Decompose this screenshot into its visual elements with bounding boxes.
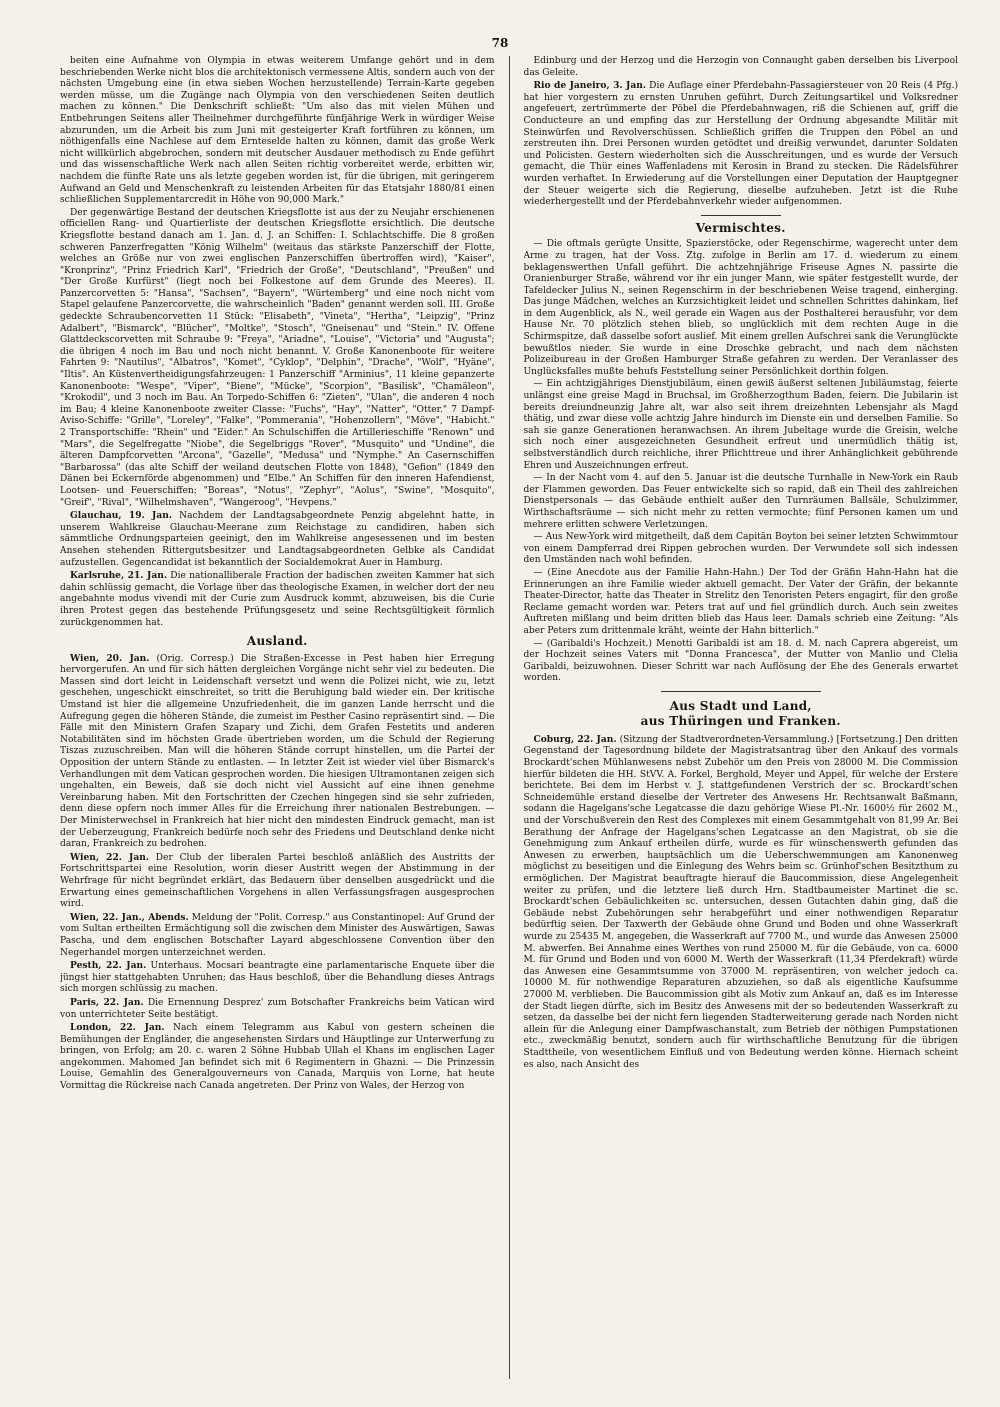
dateline: Paris, 22. Jan. [70,996,144,1008]
article-text: beiten eine Aufnahme von Olympia in etwas weiterem Umfange gehört und in dem beschriebenden Werke nicht blos die architektonisch vermessene Altis, sondern auch von der nächsten Umgebung eine (in etwa sieben Wochen herzustellende) Terrain-Karte gegeben werden müsse, um die Zugänge nach Olympia von den verschiedenen Seiten deutlich machen zu können." Die Denkschrift schließt: "Um also das mit vielen Mühen und Entbehrungen Seitens aller Theilnehmer durchgeführte fünfjährige Werk in würdiger Weise abzurunden, um die Arbeit bis zum Juni mit gesteigerter Kraft fortführen zu können, um nöthigenfalls eine Nachlese auf dem Ernteselde halten zu können, damit das große Werk nicht willkürlich abgebrochen, sondern mit deutscher Ausdauer methodisch zu Ende geführt und das wissenschaftliche Werk nach allen Seiten richtig vorbereitet werde, erbitten wir, nachdem die fünfte Rate uns als letzte gegeben worden ist, für die übrigen, mit geringerem Aufwand an Geld und Menschenkraft zu leistenden Arbeiten für das Etatsjahr 1880/81 einen schließlichen Supplementarcredit in Höhe von 90,000 Mark." [60,56,495,206]
dateline: Pesth, 22. Jan. [70,960,147,972]
vermischtes-articles [524,239,959,685]
article-text: — Die oftmals gerügte Unsitte, Spazierstöcke, oder Regenschirme, wagerecht unter dem Arme zu tragen, hat der Voss. Ztg. zufolge in Berlin am 17. d. wiederum zu einem beklagenswerthen Unfall geführt. Die achtzehnjährige Friseuse Agnes N. passirte die Oranienburger Straße, während vor ihr ein junger Mann, wie später festgestellt wurde, der Tafeldecker Julius N., seinen Regenschirm in der beschriebenen Weise tragend, einherging. Das junge Mädchen, welches an Kurzsichtigkeit leidet und schnellen Schrittes dahinkam, lief in dem Augenblick, als N., weil gerade ein Wagen aus der Posthalterei herausfuhr, vor dem Hause Nr. 70 plötzlich stehen blieb, so unglücklich mit dem rechten Auge in die Schirmspitze, daß dasselbe sofort auslief. Mit einem grellen Aufschrei sank die Verunglückte bewußtlos nieder. Sie wurde in eine Droschke gebracht, und nach dem nächsten Polizeibureau in der Großen Hamburger Straße gefahren zu werden. Der Veranlasser des Unglücksfalles mußte behufs Feststellung seiner Persönlichkeit dorthin folgen. [523,239,958,377]
column-divider [509,56,510,1379]
ausland-heading: Ausland. [246,634,308,649]
dateline: Wien, 22. Jan., Abends. [70,911,189,923]
local-heading-line-2: aus Thüringen und Franken. [640,713,841,728]
article-text: Meldung der "Polit. Corresp." aus Constantinopel: Auf Grund der vom Sultan ertheilten Ermächtigung soll die zwischen dem Minister des Auswärtigen, Sawas Pascha, und dem englischen Botschafter Layard abgeschlossene Convention über den Negerhandel morgen unterzeichnet werden. [60,912,495,958]
dateline: Glauchau, 19. Jan. [70,510,173,522]
local-news-heading [524,699,959,729]
dateline: Rio de Janeiro, 3. Jan. [533,80,646,92]
article-text: Die nationalliberale Fraction der badischen zweiten Kammer hat sich dahin schlüssig gemacht, die Vorlage über das theologische Examen, in welcher dort der neu angebahnte modus vivendi mit der Curie zum Ausdruck kommt, abzuweisen, bis die Curie ihren Protest gegen das bestehende Prüfungsgesetz und seine Rechtsgültigkeit förmlich zurückgenommen hat. [60,571,495,628]
page-number: 78 [491,36,509,50]
article-paragraph [60,510,495,569]
article-text: — (Eine Anecdote aus der Familie Hahn-Hahn.) Der Tod der Gräfin Hahn-Hahn hat die Erinnerungen an ihre Familie wieder aktuell gemacht. Der Vater der Gräfin, der bekannte Theater-Director, hatte das Theater in Strelitz den Tenoristen Peters engagirt, für den große Reclame gemacht worden war. Peters trat auf und fiel gründlich durch. Auch sein zweites Auftreten mißlang und beim dritten blieb das Haus leer. Damals schrieb eine Zeitung: "Als aber Peters zum drittenmale kräht, weinte der Hahn bitterlich." [523,567,958,636]
article-paragraph [60,912,495,959]
left-column-articles [60,56,495,629]
article-text: Nach einem Telegramm aus Kabul von gestern scheinen die Bemühungen der Engländer, die angesehensten Sirdars und Häuptlinge zur Unterwerfung zu bringen, von Erfolg; am 20. c. waren 2 Söhne Hubbab Ullah el Khans im englischen Lager angekommen. Mahomed Jan befindet sich mit 6 Regimentern in Ghazni. — Die Prinzessin Louise, Gemahlin des Generalgouverneurs von Canada, Marquis von Lorne, hat heute Vormittag die Rückreise nach Canada angetreten. Der Prinz von Wales, der Herzog von [60,1023,495,1092]
dateline: Karlsruhe, 21. Jan. [70,570,168,582]
ausland-articles [60,653,495,1093]
article-paragraph [524,639,959,685]
article-paragraph [524,473,959,531]
article-text: Nachdem der Landtagsabgeordnete Penzig abgelehnt hatte, in unserem Wahlkreise Glauchau-Meerane zum Reichstage zu candidiren, haben sich sämmtliche Ordnungsparteien geeinigt, den im Wahlkreise angesessenen und im besten Ansehen stehenden Rittergutsbesitzer und Landtagsabgeordneten Gelbke als Candidat aufzustellen. Gegencandidat ist bekanntlich der Socialdemokrat Auer in Hamburg. [60,511,495,568]
article-paragraph [60,960,495,996]
article-text: (Sitzung der Stadtverordneten-Versammlung.) [Fortsetzung.] Den dritten Gegenstand der Tagesordnung bildete der Magistratsantrag über den Ankauf des vormals Brockardt'schen Mühlanwesens nebst Zubehör um den Preis von 28000 M. Die Commission hierfür bildeten die HH. StVV. A. Forkel, Berghold, Meyer und Appel, für welche der Erstere berichtete. Bei dem im Herbst v. J. stattgefundenen Verstrich der sc. Brockardt'schen Schneidemühle erstand dieselbe der Vertreter des Anwesens Hr. Rechtsanwalt Baßmann, sodann die Hagelgans'sche Legatcasse die dazu gehörige Wiese Pl.-Nr. 1600½ für 2602 M., und der Vorschußverein den Rest des Complexes mit einem Gesammtgehalt von 81,99 Ar. Bei Berathung der Anfrage der Hagelgans'schen Legatcasse an den Magistrat, ob sie die Genehmigung zum Ankauf ertheilen dürfe, wurde es für wünschenswerth gefunden das Anwesen zu erwerben, hauptsächlich um die Ueberschwemmungen am Kanonenweg möglichst zu beseitigen und die Einlegung des Wehrs beim sc. Grünhof'schen Besitzthum zu ermöglichen. Der Magistrat beauftragte hierauf die Baucommission, diese Angelegenheit weiter zu prüfen, und die letztere ließ durch Hrn. Stadtbaumeister Martinet die sc. Brockardt'schen Gebäulichkeiten sc. untersuchen, dessen Gutachten dahin ging, daß die Gebäude nebst Zubehörungen sehr herabgeführt und einer nothwendigen Reparatur bedürftig seien. Der Taxwerth der Gebäude ohne Grund und Boden und ohne Wasserkraft wurde zu 25435 M. angegeben, die Wasserkraft auf 7700 M., und wurde das Anwesen 25000 M. abwerfen. Bei Annahme eines Werthes von rund 25000 M. für die Gebäude, von ca. 6000 M. für Grund und Boden und von 6000 M. Werth der Wasserkraft (11,34 Pferdekraft) würde das Anwesen eine Gesammtsumme von 37000 M. repräsentiren, von welcher jedoch ca. 10000 M. für nothwendige Reparaturen abzuziehen, so daß als eigentliche Kaufsumme 27000 M. verblieben. Die Baucommission gibt als Motiv zum Ankauf an, daß es im Interesse der Stadt liegen dürfte, sich im Besitz des Anwesens mit der so bedeutenden Wasserkraft zu setzen, da dasselbe bei der nicht fern liegenden Stadterweiterung gerade nach Norden nicht allein für die Anlegung einer Dampfwaschanstalt, zum Betrieb der nöthigen Pumpstationen etc., zweckmäßig benutzt, sondern auch für wirthschaftliche Benutzung für die übrigen Stadttheile, von wesentlichem Einfluß und von Bedeutung werden könne. Hiernach scheint es also, nach Ansicht des [523,734,958,1070]
article-paragraph [524,379,959,472]
article-text: Unterhaus. Mocsari beantragte eine parlamentarische Enquete über die jüngst hier stattgehabten Unruhen; das Haus beschloß, über die Behandlung dieses Antrags sich morgen schlüssig zu machen. [60,961,495,995]
article-paragraph [524,239,959,378]
section-rule [701,215,781,216]
article-paragraph [60,56,495,207]
right-column [524,56,959,1379]
article-paragraph [524,532,959,567]
vermischtes-heading: Vermischtes. [695,220,786,235]
article-paragraph [60,1022,495,1093]
article-paragraph [524,80,959,209]
local-news-articles [524,734,959,1071]
article-text: Der Club der liberalen Partei beschloß anläßlich des Austritts der Fortschrittspartei eine Resolution, worin dieser Austritt wegen der Abstimmung in der Wehrfrage für nicht begründet erklärt, das Bedauern über denselben ausgedrückt und die Erwartung eines gemeinschaftlichen Vorgehens in allen Verfassungsfragen ausgesprochen wird. [60,852,495,910]
article-paragraph [524,734,959,1071]
article-text: Die Auflage einer Pferdebahn-Passagiersteuer von 20 Reis (4 Pfg.) hat hier vorgestern zu ernsten Unruhen geführt. Durch Zeitungsartikel und Volksredner angefeuert, zertrümmerte der Pöbel die Pferdebahnwagen, riß die Schienen auf, griff die Conducteure an und empfing das zur Herstellung der Ordnung abgesandte Militär mit Steinwürfen und Revolverschüssen. Schließlich griffen die Truppen den Pöbel an und zerstreuten ihn. Drei Personen wurden getödtet und dreißig verwundet, darunter Soldaten und Policisten. Gestern wiederholten sich die Ausschreitungen, und es wurde der Versuch gemacht, die Thür eines Waffenladens mit Kerosin in Brand zu stecken. Die Rädelsführer wurden verhaftet. In Erwiederung auf die Vorstellungen einer Deputation der Hauptgegner der Steuer weigerte sich die Regierung, dieselbe aufzuheben. Jetzt ist die Ruhe wiederhergestellt und der Pferdebahnverkehr wieder aufgenommen. [523,81,958,208]
dateline: Coburg, 22. Jan. [533,733,617,745]
dateline: Wien, 22. Jan. [70,851,149,863]
article-text: — (Garibaldi's Hochzeit.) Menotti Garibaldi ist am 18. d. M. nach Caprera abgereist, um der Hochzeit seines Vaters mit "Donna Francesca", der Mutter von Manlio und Clelia Garibaldi, beizuwohnen. Dieser Schritt war nach Auflösung der Ehe des Generals erwartet worden. [523,638,958,684]
columns [60,56,958,1379]
article-text: Der gegenwärtige Bestand der deutschen Kriegsflotte ist aus der zu Neujahr erschienenen officiellen Rang- und Quartierliste der deutschen Kriegsflotte ersichtlich. Die deutsche Kriegsflotte bestand danach am 1. Jan. d. J. an Schiffen: I. Schlachtschiffe. Die 8 großen schweren Panzerfregatten "König Wilhelm" (weitaus das stärkste Panzerschiff der Flotte, welches an Größe nur von zwei englischen Panzerschiffen übertroffen wird), "Kaiser", "Kronprinz", "Prinz Friedrich Karl", "Friedrich der Große", "Deutschland", "Preußen" und "Der Große Kurfürst" (liegt noch bei Folkestone auf dem Grunde des Meeres). II. Panzercorvetten 5: "Hansa", "Sachsen", "Bayern", "Würtemberg" und eine noch nicht vom Stapel gelaufene Panzercorvette, die wahrscheinlich "Baden" genannt werden soll. III. Große gedeckte Schraubencorvetten 11 Stück: "Elisabeth", "Vineta", "Hertha", "Leipzig", "Prinz Adalbert", "Bismarck", "Blücher", "Moltke", "Stosch", "Gneisenau" und "Stein." IV. Offene Glattdeckscorvetten mit Schraube 9: "Freya", "Ariadne", "Louise", "Victoria" und "Augusta"; die übrigen 4 noch im Bau und noch nicht benannt. V. Große Kanonenboote für weitere Fahrten 9: "Nautilus", "Albatros", "Komet", "Cyklop", "Delphin", "Drache", "Wolf", "Hyäne", "Iltis". An Küstenvertheidigungsfahrzeugen: 1 Panzerschiff "Arminius", 11 kleine gepanzerte Kanonenboote: "Wespe", "Viper", "Biene", "Mücke", "Scorpion", "Basilisk", "Chamäleon", "Krokodil", und 3 noch im Bau. An Torpedo-Schiffen 6: "Zieten", "Ulan", die anderen 4 noch im Bau; 4 kleine Kanonenboote zweiter Classe: "Fuchs", "Hay", "Natter", "Otter." 7 Dampf-Aviso-Schiffe: "Grille", "Loreley", "Falke", "Pommerania", "Hohenzollern", "Möve", "Habicht." 2 Transportschiffe: "Rhein" und "Eider." An Schulschiffen die Artillerieschiffe "Renown" und "Mars", die Segelfregatte "Niobe", die Segelbriggs "Rover", "Musquito" und "Undine", die älteren Dampfcorvetten "Arcona", "Gazelle", "Medusa" und "Nymphe." An Casernschiffen "Barbarossa" (das alte Schiff der weiland deutschen Flotte von 1848), "Gefion" (1849 den Dänen bei Eckernförde abgenommen) und "Elbe." An Schiffen für den inneren Hafendienst, Lootsen- und Feuerschiffen: "Boreas", "Notus", "Zephyr", "Aolus", "Swine", "Mosquito", "Greif", "Rival", "Wilhelmshaven", "Wangeroog", "Hevpens." [60,207,495,508]
article-text: Edinburg und der Herzog und die Herzogin von Connaught gaben derselben bis Liverpool das Geleite. [523,56,958,78]
article-paragraph [60,208,495,509]
article-text: (Orig. Corresp.) Die Straßen-Excesse in Pest haben hier Erregung hervorgerufen. An und für sich hätten dergleichen Vorgänge nicht sehr viel zu bedeuten. Die Massen sind dort leicht in Leidenschaft versetzt und wenn die Polizei nicht, wie zu, letzt geschehen, ungeschickt einschreitet, so tritt die Beruhigung bald wieder ein. Der kritische Umstand ist hier die allgemeine Unzufriedenheit, die im ganzen Lande herrscht und die Aufregung gegen die höheren Stände, die zumeist im Pesther Casino repräsentirt sind. — Die Fälle mit den Ministern Grafen Szapary und Zichi, dem Grafen Festetits und anderen Notabilitäten sind im höchsten Grade übertrieben worden, um die Schuld der Regierung Tiszas zuzuschreiben. Man will die höheren Stände corrupt hinstellen, um die Partei der Opposition der untern Stände zu entlasten. — In letzter Zeit ist wieder viel über Bismarck's Verhandlungen mit dem Vatican gesprochen worden. Die hiesigen Ultramontanen zeigen sich ungehalten, ein Beweis, daß sie doch nicht viel Aussicht auf eine ihnen genehme Vereinbarung haben. Mit den Fortschritten der Czechen hingegen sind sie sehr zufrieden, denn diese opfern noch immer Alles für die Erreichung ihrer nationalen Bestrebungen. — Der Ministerwechsel in Frankreich hat hier nicht den mindesten Eindruck gemacht, man ist der Ueberzeugung, Frankreich bedürfe noch sehr des Friedens und Deutschland denke nicht daran, Frankreich zu bedrohen. [60,653,495,850]
local-heading-line-1: Aus Stadt und Land, [669,698,812,713]
article-paragraph [524,568,959,638]
right-column-articles [524,56,959,209]
section-rule [661,691,821,692]
article-text: — Aus New-York wird mitgetheilt, daß dem Capitän Boyton bei seiner letzten Schwimmtour von einem Dampferrad drei Rippen gebrochen wurden. Der Verwundete soll sich indessen den Umständen nach wohl befinden. [523,532,958,566]
article-paragraph [60,852,495,911]
left-column [60,56,495,1379]
dateline: Wien, 20. Jan. [70,652,150,664]
article-paragraph [60,653,495,851]
article-paragraph [60,997,495,1021]
article-text: — Ein achtzigjähriges Dienstjubiläum, einen gewiß äußerst seltenen Jubiläumstag, feierte unlängst eine greise Magd in Bruchsal, im Großherzogthum Baden, feiern. Die Jubilarin ist bereits dreiundneunzig Jahre alt, war also seit ihrem dreizehnten Lebensjahr als Magd thätig, und zwar diese volle achtzig Jahre hindurch im Dienste ein und derselben Familie. So sah sie ganze Generationen heranwachsen. An ihrem Jubeltage wurde die Greisin, welche sich noch einer ausgezeichneten Gesundheit erfreut und unermüdlich thätig ist, selbstverständlich durch reichliche, ihrer Pflichttreue und ihrer Anhänglichkeit gebührende Ehren und Auszeichnungen erfreut. [523,379,958,471]
article-text: Die Ernennung Desprez' zum Botschafter Frankreichs beim Vatican wird von unterrichteter Seite bestätigt. [60,997,495,1020]
article-text: — In der Nacht vom 4. auf den 5. Januar ist die deutsche Turnhalle in New-York ein Raub der Flammen geworden. Das Feuer entwickelte sich so rapid, daß ein Theil des zahlreichen Dienstpersonals — das Gebäude enthielt außer den Turnräumen Ballsäle, Schulzimmer, Wirthschaftsräume — sich nicht mehr zu retten vermochte; fünf Personen kamen um und mehrere erlitten schwere Verletzungen. [523,473,958,530]
article-paragraph [60,570,495,629]
dateline: London, 22. Jan. [70,1022,165,1034]
article-paragraph [524,56,959,79]
